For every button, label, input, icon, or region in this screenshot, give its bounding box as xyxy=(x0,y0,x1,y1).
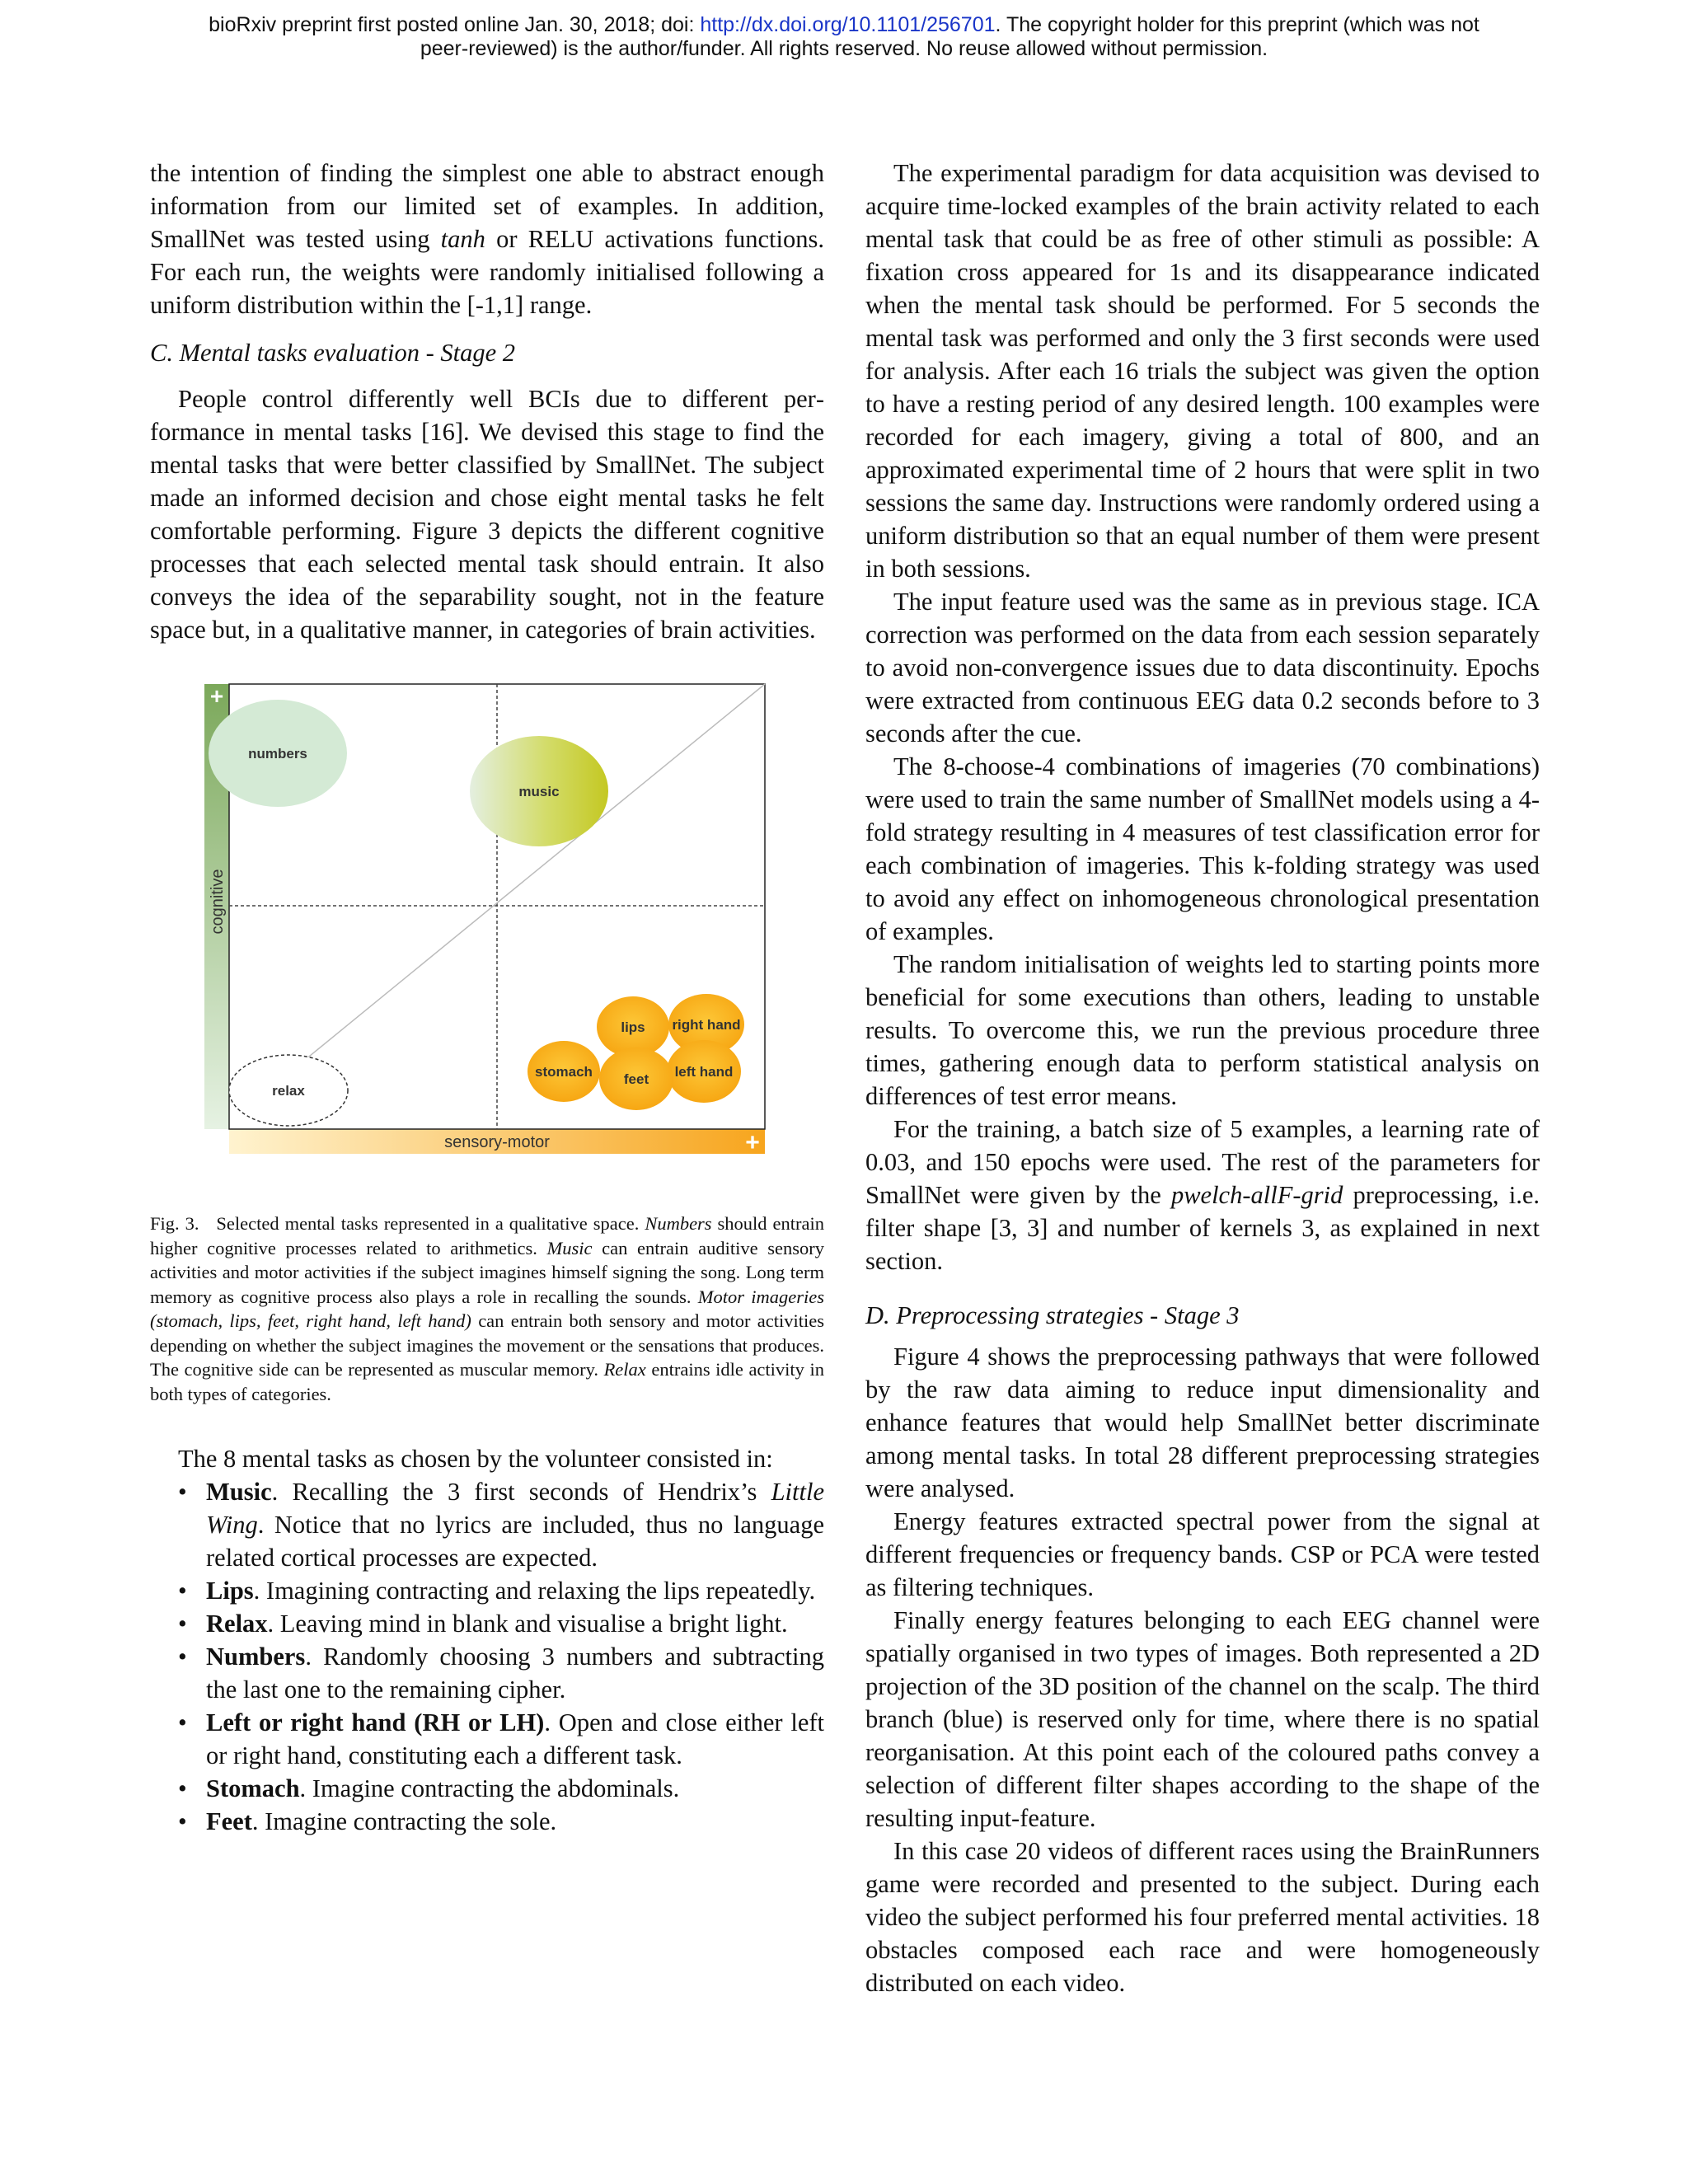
stomach-label: stomach xyxy=(535,1064,593,1080)
figure-3 xyxy=(150,681,824,1208)
paragraph-combinations: The 8-choose-4 combinations of imageries (70 combinations) were used to train the same number of SmallNet models using a 4-fold strategy resulting in 4 measures of test classification error for each combination of imageries. This k-folding strategy was used to avoid any effect on inhomogeneous chronological presentation of examples. xyxy=(865,752,1540,945)
list-item: • Music. Recalling the 3 first seconds of Hendrix’s Little Wing. Notice that no lyrics are included, thus no language related cortical processes are expected. xyxy=(206,1475,824,1574)
banner-line-1: bioRxiv preprint first posted online Jan. 30, 2018; doi: http://dx.doi.org/10.1101/256701. The copyright holder for this preprint (which was not xyxy=(209,13,1479,36)
y-axis-plus: + xyxy=(209,683,224,709)
paragraph-figure4: Figure 4 shows the preprocessing pathways that were followed by the raw data aiming to reduce input dimensionality and enhance features that would help SmallNet better discriminate among mental tasks. In total 28 different preprocessing strategies were analysed. xyxy=(865,1343,1540,1502)
list-item: • Lips. Imagining contracting and relaxing the lips repeatedly. xyxy=(206,1574,824,1607)
qualitative-space-diagram xyxy=(204,681,781,1159)
paragraph-tasks-intro: The 8 mental tasks as chosen by the volunteer consisted in: xyxy=(178,1445,773,1473)
relax-label: relax xyxy=(272,1083,305,1099)
mental-tasks-list xyxy=(150,1475,824,1838)
y-axis-label: cognitive xyxy=(209,869,227,935)
section-heading-d: D. Preprocessing strategies - Stage 3 xyxy=(865,1301,1240,1329)
doi-link[interactable]: http://dx.doi.org/10.1101/256701 xyxy=(700,13,996,36)
list-item: • Feet. Imagine contracting the sole. xyxy=(206,1805,824,1838)
music-label: music xyxy=(518,784,560,799)
right-column xyxy=(865,157,1540,1999)
right-hand-label: right hand xyxy=(672,1017,741,1033)
paragraph-initialisation: The random initialisation of weights led to starting points more beneficial for some executions than others, leading to unstable results. To overcome this, we run the previous procedure three times, gathering enough data to perform statistical analysis on differences of test error means. xyxy=(865,950,1540,1110)
left-column xyxy=(150,157,824,1838)
paragraph-input-feature: The input feature used was the same as in previous stage. ICA correction was performed on the data from each session separately to avoid non-convergence issues due to data discontinuity. Epochs were extracted from continuous EEG data 0.2 seconds before to 3 seconds after the cue. xyxy=(865,588,1540,748)
numbers-label: numbers xyxy=(248,746,307,762)
banner-line-2: peer-reviewed) is the author/funder. All rights reserved. No reuse allowed without permission. xyxy=(420,37,1268,60)
list-item: • Numbers. Randomly choosing 3 numbers and subtracting the last one to the remaining cipher. xyxy=(206,1640,824,1706)
paragraph-energy: Energy features extracted spectral power from the signal at different frequencies or frequency bands. CSP or PCA were tested as filtering techniques. xyxy=(865,1507,1540,1601)
feet-label: feet xyxy=(623,1071,649,1087)
section-heading-c: C. Mental tasks evaluation - Stage 2 xyxy=(150,339,516,367)
paragraph-stage2: People control differently well BCIs due to different performance in mental tasks [16]. We devised this stage to find the mental tasks that were better classified by SmallNet. The subject made an informed decision and chose eight mental tasks he felt comfortable performing. Figure 3 depicts the different cognitive processes that each selected mental task should entrain. It also conveys the idea of the separability sought, not in the feature space but, in a qualitative manner, in categories of brain activities. xyxy=(150,385,824,644)
x-axis-plus: + xyxy=(745,1129,760,1156)
paragraph-videos: In this case 20 videos of different races using the BrainRunners game were recorded and presented to the subject. During each video the subject performed his four preferred mental activities. 18 obstacles composed each race and were homogeneously distributed on each video. xyxy=(865,1837,1540,1997)
list-item: • Stomach. Imagine contracting the abdominals. xyxy=(206,1772,824,1805)
left-hand-label: left hand xyxy=(674,1064,734,1080)
paragraph-intro: the intention of finding the simplest one able to abstract enough information from our limited set of examples. In addition, SmallNet was tested using tanh or RELU activations functions. For each run, the weights were randomly initialised following a uniform distribution within the [-1,1] range. xyxy=(150,159,824,319)
figure-3-caption: Fig. 3. Selected mental tasks represented in a qualitative space. Numbers should entrain higher cognitive processes related to arithmetics. Music can entrain auditive sensory activities and motor activities if the subject imagines himself signing the song. Long term memory as cognitive process also plays a role in recalling the sounds. Motor imageries (stomach, lips, feet, right hand, left hand) can entrain both sensory and motor activities depending on whether the subject imagines the movement or the sensations that produces. The cognitive side can be represented as muscular memory. Relax entrains idle activity in both types of categories. xyxy=(150,1213,824,1404)
lips-label: lips xyxy=(621,1019,645,1035)
paragraph-paradigm: The experimental paradigm for data acquisition was devised to acquire time-locked examples of the brain activity related to each mental task that could be as free of other stimuli as possible: A fixation cross appeared for 1s and its disappearance indicated when the mental task should be performed. For 5 seconds the mental task was performed and only the 3 first seconds were used for analysis. After each 16 trials the subject was given the option to have a resting period of any desired length. 100 examples were recorded for each imagery, giving a total of 800, and an approximated experimental time of 2 hours that were split in two sessions the same day. Instructions were randomly ordered using a uniform distribution so that an equal number of them were present in both sessions. xyxy=(865,159,1540,583)
paragraph-spatial: Finally energy features belonging to each EEG channel were spatially organised in two types of images. Both represented a 2D projection of the 3D position of the channel on the scalp. The third branch (blue) is reserved only for time, where there is no spatial reorganisation. At this point each of the coloured paths convey a selection of different filter shapes according to the shape of the resulting input-feature. xyxy=(865,1606,1540,1832)
x-axis-label: sensory-motor xyxy=(444,1133,550,1151)
paragraph-training: For the training, a batch size of 5 examples, a learning rate of 0.03, and 150 epochs were used. The rest of the parameters for SmallNet were given by the pwelch-allF-grid preprocessing, i.e. filter shape [3, 3] and number of kernels 3, as explained in next section. xyxy=(865,1115,1540,1275)
list-item: • Left or right hand (RH or LH). Open and close either left or right hand, constituting each a different task. xyxy=(206,1706,824,1772)
preprint-banner xyxy=(0,13,1688,61)
list-item: • Relax. Leaving mind in blank and visualise a bright light. xyxy=(206,1607,824,1640)
